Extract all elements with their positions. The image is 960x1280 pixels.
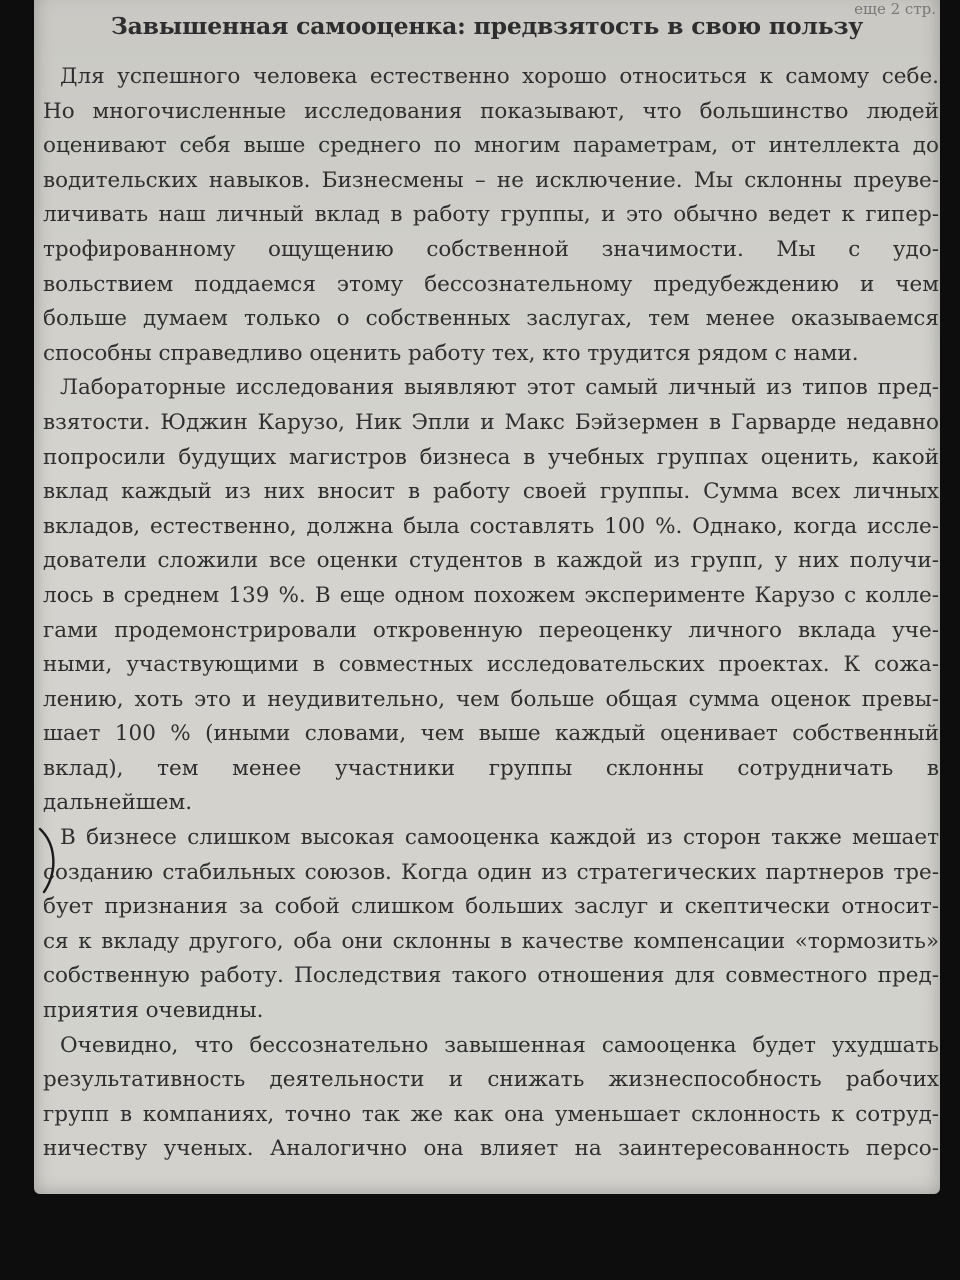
handwritten-bracket-mark [36,826,66,896]
text-line: бует признания за собой слишком больших заслуг и скептически относит- [43,894,939,920]
text-line: оценивают себя выше среднего по многим параметрам, от интеллекта до [43,133,939,159]
page-body [43,60,939,1167]
reader-screen[interactable] [34,0,940,1194]
text-line: вклад каждый из них вносит в работу своей группы. Сумма всех личных [43,479,939,505]
text-line: ся к вкладу другого, оба они склонны в качестве компенсации «тормозить» [43,928,939,954]
text-line: дователи сложили все оценки студентов в каждой из групп, у них получи- [43,548,939,574]
paragraph-4 [43,1029,939,1167]
text-line: личивать наш личный вклад в работу группы, и это обычно ведет к гипер- [43,202,939,228]
text-line: водительских навыков. Бизнесмены – не исключение. Мы склонны преуве- [43,167,939,193]
text-line: взятости. Юджин Карузо, Ник Эпли и Макс Бэйзермен в Гарварде недавно [43,409,939,435]
text-line: ничеству ученых. Аналогично она влияет на заинтересованность персо- [43,1136,939,1162]
text-line: лось в среднем 139 %. В еще одном похожем эксперименте Карузо с колле- [43,582,939,608]
text-line: созданию стабильных союзов. Когда один из стратегических партнеров тре- [43,859,939,885]
text-line: собственную работу. Последствия такого отношения для совместного пред- [43,963,939,989]
pages-left-label: еще 2 стр. [854,0,936,18]
chapter-title: Завышенная самооценка: предвзятость в свою пользу [110,12,864,40]
text-line: вклад), тем менее участники группы склонны сотрудничать в [43,755,939,781]
text-line: вольствием поддаемся этому бессознательному предубеждению и чем [43,271,939,297]
text-line: Очевидно, что бессознательно завышенная самооценка будет ухудшать [60,1032,939,1058]
text-line: дальнейшем. [43,790,193,816]
text-line: ными, участвующими в совместных исследовательских проектах. К сожа- [43,652,939,678]
text-line: Для успешного человека естественно хорошо относиться к самому себе. [60,64,939,89]
text-line: результативность деятельности и снижать жизнеспособность рабочих [43,1067,939,1093]
text-line: способны справедливо оценить работу тех, кто трудится рядом с нами. [43,340,859,366]
text-line: шает 100 % (иными словами, чем выше каждый оценивает собственный [43,721,939,747]
text-line: больше думаем только о собственных заслугах, тем менее оказываемся [43,306,939,332]
text-line: В бизнесе слишком высокая самооценка каждой из сторон также мешает [60,825,939,851]
text-line: вкладов, естественно, должна была составлять 100 %. Однако, когда иссле- [43,513,939,539]
paragraph-1 [43,60,939,371]
text-line: трофированному ощущению собственной значимости. Мы с удо- [43,236,939,262]
text-line: Лабораторные исследования выявляют этот самый личный из типов пред- [60,375,939,401]
text-line: попросили будущих магистров бизнеса в учебных группах оценить, какой [43,444,939,470]
text-line: Но многочисленные исследования показывают, что большинство людей [43,98,939,124]
text-line: лению, хоть это и неудивительно, чем больше общая сумма оценок превы- [43,686,939,712]
paragraph-2 [43,371,939,821]
text-line: гами продемонстрировали откровенную переоценку личного вклада уче- [43,617,939,643]
text-line: приятия очевидны. [43,998,264,1024]
text-line: групп в компаниях, точно так же как она уменьшает склонность к сотруд- [43,1101,939,1127]
paragraph-3 [43,821,939,1029]
